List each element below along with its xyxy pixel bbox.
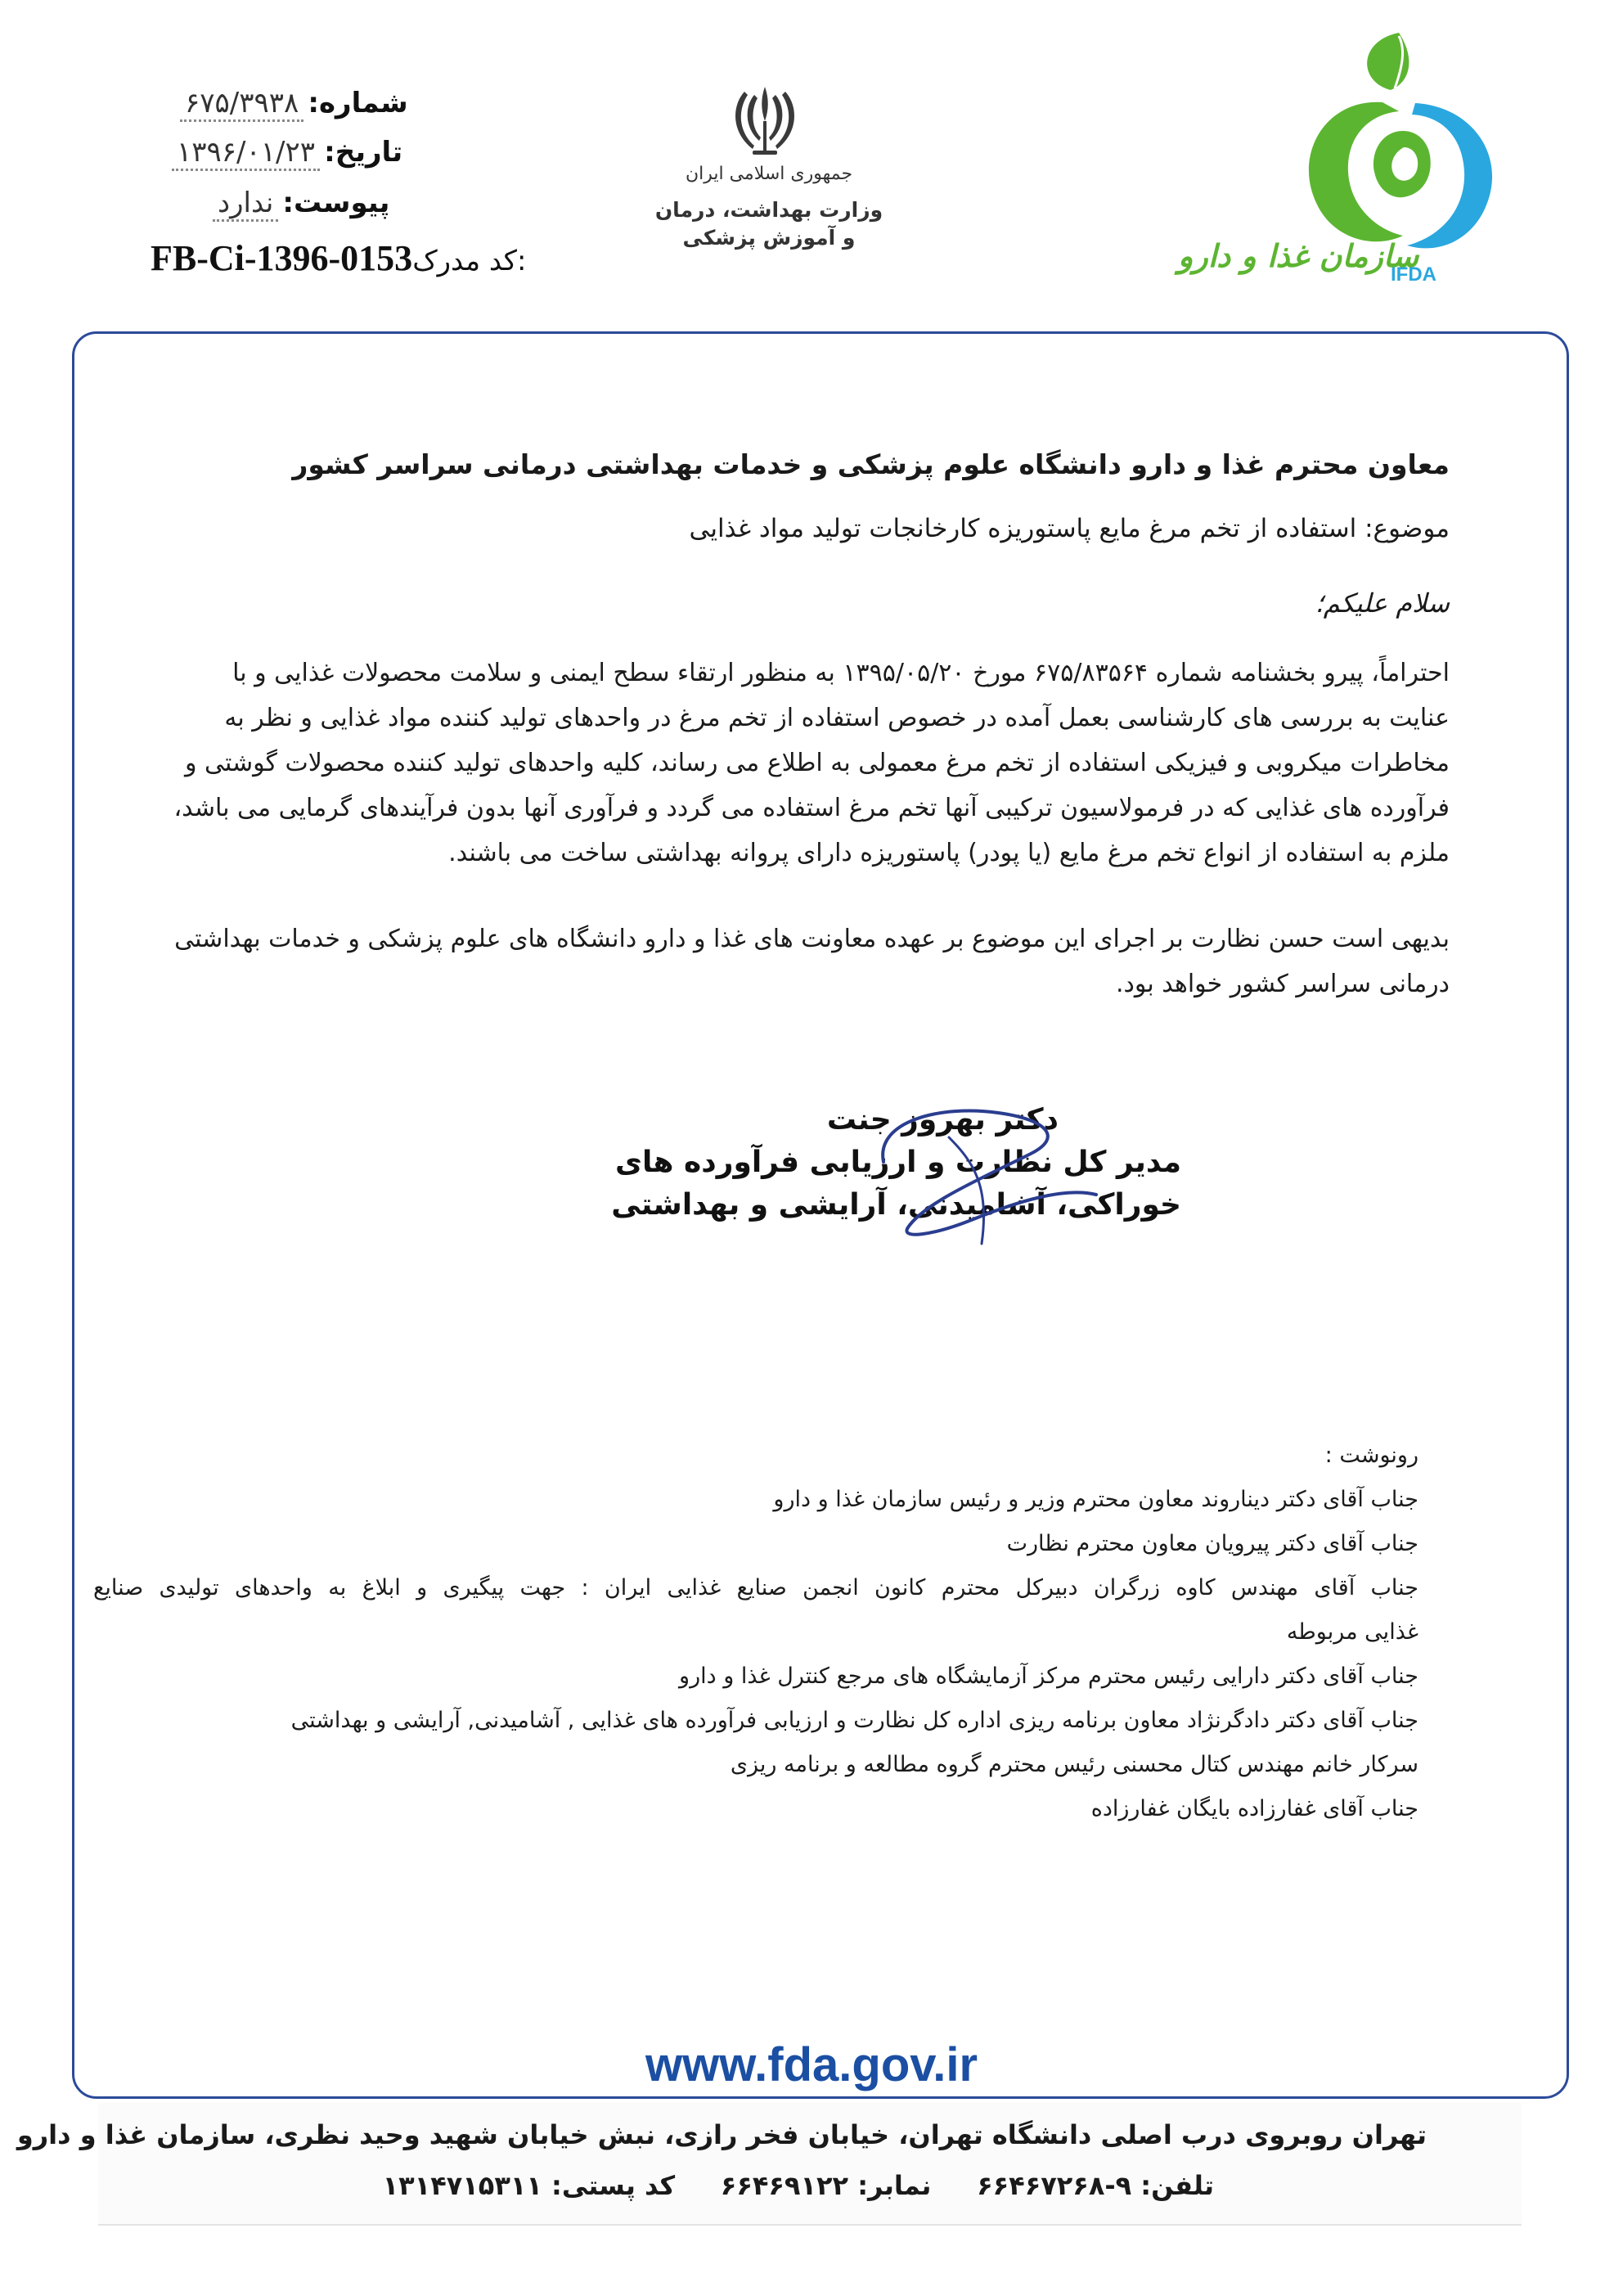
cc-item: جناب آقای غفارزاده بایگان غفارزاده (1090, 1796, 1418, 1821)
phone-value: ۹-۶۶۴۶۷۲۶۸ (977, 2170, 1132, 2201)
paragraph-2-line: درمانی سراسر کشور خواهد بود. (1116, 970, 1450, 998)
footer-divider (98, 2224, 1522, 2226)
footer-contacts (383, 2170, 1214, 2201)
website-link[interactable]: www.fda.gov.ir (645, 2038, 978, 2091)
signature-title-2: خوراکی، آشامیدنی، آرایشی و بهداشتی (611, 1188, 1181, 1222)
paragraph-1-line: ملزم به استفاده از انواع تخم مرغ مایع (یا پودر) پاستوریزه دارای پروانه بهداشتی ساخت می باشند. (448, 839, 1450, 867)
attachment-label: پیوست: (282, 187, 390, 219)
cc-item: جناب آقای مهندس کاوه زرگران دبیرکل محترم کانون انجمن صنایع غذایی ایران : جهت پیگیری و ابلاغ به واحدهای تولیدی صنایع (93, 1575, 1418, 1600)
number-value: ۶۷۵/۳۹۳۸ (180, 87, 303, 122)
cc-list (93, 1434, 1418, 1831)
document-code-value: FB-Ci-1396-0153 (151, 238, 413, 278)
logo-text-en: IFDA (1391, 263, 1436, 286)
paragraph-1-line: مخاطرات میکروبی و فیزیکی استفاده از تخم مرغ معمولی به اطلاع می رساند، کلیه واحدهای تولید کننده محصولات گوشتی و (184, 749, 1450, 777)
paragraph-2 (124, 916, 1450, 1006)
cc-item: جناب آقای دکتر دادگرنژاد معاون برنامه ریزی اداره کل نظارت و ارزیابی فرآورده های غذایی , آشامیدنی, آرایشی و بهداشتی (290, 1708, 1418, 1733)
footer-address: تهران روبروی درب اصلی دانشگاه تهران، خیابان فخر رازی، نبش خیابان شهید وحید نظری، سازمان غذا و دارو (16, 2119, 1427, 2150)
attachment-value: ندارد (213, 187, 278, 222)
letter-greeting: سلام علیکم؛ (1315, 588, 1450, 619)
postal-value: ۱۳۱۴۷۱۵۳۱۱ (382, 2170, 542, 2201)
paragraph-1-line: فرآورده های غذایی که در فرمولاسیون ترکیبی آنها تخم مرغ استفاده می گردد و فرآوری آنها بدون فرآیندهای گرمایی می باشد، (173, 794, 1450, 822)
paragraph-1-line: عنایت به بررسی های کارشناسی بعمل آمده در خصوص استفاده از تخم مرغ در واحدهای تولید کننده مواد غذایی و نظر به (224, 704, 1450, 732)
phone-label: تلفن: (1140, 2170, 1214, 2201)
cc-title: رونوشت : (1324, 1443, 1418, 1468)
fax-value: ۶۶۴۶۹۱۲۲ (720, 2170, 849, 2201)
cc-item: سرکار خانم مهندس کتال محسنی رئیس محترم گروه مطالعه و برنامه ریزی (730, 1752, 1418, 1777)
number-row (180, 87, 408, 119)
emblem-country-text: جمهوری اسلامی ایران (685, 164, 853, 184)
attachment-row (213, 187, 389, 219)
signature-name: دکتر بهروز جنت (826, 1103, 1059, 1137)
ministry-line2: و آموزش پزشکی (682, 226, 856, 250)
iran-emblem-icon (720, 80, 810, 159)
date-row (172, 136, 402, 169)
letter-subject: موضوع: استفاده از تخم مرغ مایع پاستوریزه کارخانجات تولید مواد غذایی (689, 514, 1450, 543)
handwritten-signature-icon (851, 1088, 1113, 1252)
number-label: شماره: (308, 87, 408, 119)
paragraph-1 (124, 651, 1450, 876)
cc-item: جناب آقای دکتر دیناروند معاون محترم وزیر و رئیس سازمان غذا و دارو (773, 1487, 1418, 1512)
document-code (151, 237, 526, 279)
ministry-line1: وزارت بهداشت، درمان (654, 198, 883, 222)
date-label: تاریخ: (324, 136, 403, 169)
date-value: ۱۳۹۶/۰۱/۲۳ (172, 136, 320, 171)
letter-addressee: معاون محترم غذا و دارو دانشگاه علوم پزشکی و خدمات بهداشتی درمانی سراسر کشور (292, 448, 1450, 480)
cc-item: غذایی مربوطه (1286, 1619, 1418, 1645)
fax-label: نمابر: (857, 2170, 932, 2201)
paragraph-2-line: بدیهی است حسن نظارت بر اجرای این موضوع بر عهده معاونت های غذا و دارو دانشگاه های علوم پزشکی و خدمات بهداشتی (174, 925, 1450, 953)
paragraph-1-line: احتراماً، پیرو بخشنامه شماره ۶۷۵/۸۳۵۶۴ مورخ ۱۳۹۵/۰۵/۲۰ به منظور ارتقاء سطح ایمنی و سلامت محصولات غذایی و با (232, 659, 1450, 687)
signature-title-1: مدیر کل نظارت و ارزیابی فرآورده های (614, 1146, 1181, 1179)
logo-text-fa: سازمان غذا و دارو (1178, 237, 1419, 274)
cc-item: جناب آقای دکتر پیرویان معاون محترم نظارت (1006, 1531, 1418, 1556)
postal-label: کد پستی: (551, 2170, 676, 2201)
document-code-label: کد مدرک: (412, 245, 527, 277)
cc-item: جناب آقای دکتر دارایی رئیس محترم مرکز آزمایشگاه های مرجع کنترل غذا و دارو (679, 1663, 1418, 1689)
